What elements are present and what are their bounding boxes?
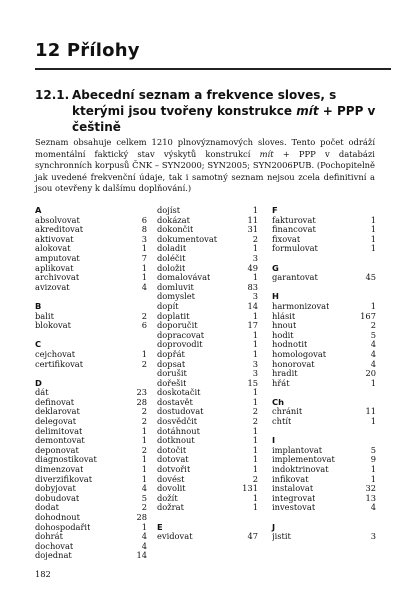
verb-frequency: 1 [252, 425, 258, 436]
verb-frequency: 1 [370, 473, 376, 484]
verb-entry [272, 244, 376, 254]
verb-entry [35, 532, 147, 542]
verb-entry [157, 244, 258, 254]
verb-frequency: 28 [136, 396, 147, 407]
verb-frequency: 4 [141, 281, 147, 292]
verb-frequency: 3 [370, 531, 376, 542]
letter-heading: F [272, 205, 278, 215]
verb-frequency: 1 [141, 435, 147, 446]
verb-frequency: 1 [370, 224, 376, 235]
page-number: 182 [35, 569, 51, 579]
verb-entry [272, 494, 376, 504]
verb-word: fixovat [272, 234, 301, 244]
verb-word: doložit [157, 263, 186, 273]
verb-entry [157, 235, 258, 245]
verb-entry [35, 551, 147, 561]
verb-entry [157, 216, 258, 226]
verb-word: balit [35, 311, 54, 321]
verb-frequency: 2 [370, 320, 376, 331]
verb-word: dimenzovat [35, 465, 84, 475]
verb-word: jistit [272, 532, 291, 542]
verb-word: indoktrinovat [272, 465, 329, 475]
intro-italic: mít [259, 148, 274, 159]
verb-entry [35, 446, 147, 456]
verb-frequency: 1 [141, 272, 147, 283]
verb-frequency: 1 [370, 233, 376, 244]
verb-frequency: 1 [252, 329, 258, 340]
verb-word: honorovat [272, 359, 315, 369]
verb-entry [35, 254, 147, 264]
verb-frequency: 1 [141, 464, 147, 475]
verb-frequency: 1 [141, 473, 147, 484]
verb-entry [35, 484, 147, 494]
section-number: 12.1. [35, 88, 70, 102]
verb-word: hradit [272, 369, 298, 379]
verb-word: domyslet [157, 292, 196, 302]
verb-entry [272, 407, 376, 417]
verb-word: dotvořit [157, 465, 191, 475]
verb-entry [35, 455, 147, 465]
verb-frequency: 13 [365, 492, 376, 503]
verb-frequency: 6 [141, 214, 147, 225]
verb-word: dostavět [157, 397, 193, 407]
verb-frequency: 3 [141, 233, 147, 244]
verb-frequency: 6 [141, 320, 147, 331]
verb-entry [157, 503, 258, 513]
verb-entry [157, 455, 258, 465]
verb-word: dožít [157, 493, 178, 503]
verb-word: dobyjovat [35, 484, 76, 494]
verb-frequency: 49 [247, 262, 258, 273]
verb-word: dožrat [157, 503, 184, 513]
verb-frequency: 1 [252, 444, 258, 455]
verb-word: demontovat [35, 436, 85, 446]
verb-entry [157, 484, 258, 494]
verb-word: infikovat [272, 474, 309, 484]
verb-entry [35, 225, 147, 235]
verb-frequency: 2 [141, 502, 147, 513]
verb-entry [157, 292, 258, 302]
verb-word: domalovávat [157, 273, 211, 283]
verb-word: implantovat [272, 445, 323, 455]
verb-column-1 [35, 206, 147, 561]
verb-entry [35, 503, 147, 513]
verb-column-3 [272, 206, 376, 542]
verb-frequency: 45 [365, 272, 376, 283]
verb-entry [35, 513, 147, 523]
letter-heading: D [35, 377, 42, 388]
intro-part1: Seznam obsahuje celkem 1210 plnovýznamových sloves. Tento počet odráží momentální faktický stav výskytů konstrukcí [35, 137, 375, 159]
verb-word: dohrát [35, 532, 63, 542]
verb-word: deklarovat [35, 407, 80, 417]
list-gap [272, 513, 376, 523]
verb-entry [35, 417, 147, 427]
verb-word: evidovat [157, 532, 193, 542]
verb-frequency: 2 [252, 473, 258, 484]
verb-frequency: 28 [136, 512, 147, 522]
list-gap [35, 292, 147, 302]
verb-entry [157, 388, 258, 398]
verb-word: dát [35, 388, 49, 398]
verb-frequency: 1 [370, 214, 376, 225]
verb-entry [35, 312, 147, 322]
verb-entry [272, 465, 376, 475]
intro-paragraph [35, 137, 375, 195]
verb-entry [157, 254, 258, 264]
verb-word: harmonizovat [272, 301, 330, 311]
section-title-part2: + PPP v češtině [72, 104, 376, 134]
verb-word: doladit [157, 244, 187, 254]
verb-frequency: 23 [136, 387, 147, 398]
verb-word: diagnostikovat [35, 455, 97, 465]
verb-word: dopsat [157, 359, 186, 369]
verb-entry [272, 369, 376, 379]
verb-entry [157, 369, 258, 379]
verb-entry [272, 350, 376, 360]
verb-word: dotočit [157, 445, 187, 455]
verb-entry [272, 321, 376, 331]
letter-heading: Ch [272, 396, 284, 407]
verb-entry [35, 321, 147, 331]
letter-heading: A [35, 205, 42, 215]
verb-entry [272, 475, 376, 485]
verb-entry [272, 360, 376, 370]
verb-word: hřát [272, 378, 290, 388]
verb-entry [272, 340, 376, 350]
verb-frequency: 1 [141, 425, 147, 436]
verb-word: hodit [272, 330, 294, 340]
verb-entry [157, 436, 258, 446]
verb-word: instalovat [272, 484, 314, 494]
verb-frequency: 1 [252, 492, 258, 503]
verb-frequency: 9 [370, 454, 376, 465]
verb-entry [157, 283, 258, 293]
verb-entry [157, 340, 258, 350]
letter-heading: H [272, 291, 279, 302]
verb-word: dotknout [157, 436, 195, 446]
verb-word: hodnotit [272, 340, 308, 350]
verb-word: dorušit [157, 369, 187, 379]
verb-word: dovolit [157, 484, 186, 494]
verb-entry [272, 417, 376, 427]
verb-word: domluvit [157, 282, 194, 292]
verb-entry [157, 331, 258, 341]
verb-word: dopít [157, 301, 179, 311]
verb-entry [35, 427, 147, 437]
verb-frequency: 1 [252, 243, 258, 254]
verb-entry [272, 484, 376, 494]
verb-frequency: 1 [370, 243, 376, 254]
verb-frequency: 1 [141, 243, 147, 254]
verb-word: garantovat [272, 273, 318, 283]
verb-entry [157, 264, 258, 274]
verb-entry [272, 273, 376, 283]
verb-entry [272, 455, 376, 465]
verb-frequency: 2 [252, 406, 258, 417]
verb-word: dotáhnout [157, 426, 200, 436]
verb-frequency: 5 [141, 492, 147, 503]
chapter-title: 12 Přílohy [35, 40, 140, 61]
list-gap [272, 283, 376, 293]
verb-entry [35, 494, 147, 504]
list-gap [35, 369, 147, 379]
verb-frequency: 1 [370, 464, 376, 475]
verb-frequency: 4 [141, 483, 147, 494]
verb-word: hnout [272, 321, 297, 331]
list-gap [272, 388, 376, 398]
verb-word: blokovat [35, 321, 71, 331]
verb-word: dojednat [35, 551, 72, 561]
verb-word: dochovat [35, 541, 74, 551]
verb-entry [272, 225, 376, 235]
verb-entry [157, 225, 258, 235]
verb-frequency: 14 [136, 550, 147, 561]
verb-entry [35, 216, 147, 226]
list-gap [272, 254, 376, 264]
verb-frequency: 47 [247, 531, 258, 542]
list-gap [35, 331, 147, 341]
verb-entry [272, 503, 376, 513]
verb-word: hlásit [272, 311, 296, 321]
verb-word: dokumentovat [157, 234, 218, 244]
verb-entry [35, 523, 147, 533]
list-gap [272, 427, 376, 437]
verb-word: akreditovat [35, 225, 84, 235]
verb-entry [157, 273, 258, 283]
verb-frequency: 8 [141, 224, 147, 235]
verb-frequency: 3 [252, 368, 258, 379]
verb-word: dopracovat [157, 330, 205, 340]
verb-word: investovat [272, 503, 316, 513]
verb-frequency: 1 [141, 262, 147, 273]
verb-frequency: 1 [370, 416, 376, 427]
verb-word: cejchovat [35, 349, 76, 359]
verb-frequency: 17 [247, 320, 258, 331]
section-title-italic: mít [296, 104, 319, 118]
verb-word: integrovat [272, 493, 316, 503]
verb-frequency: 83 [247, 281, 258, 292]
verb-frequency: 15 [247, 377, 258, 388]
verb-frequency: 167 [360, 310, 376, 321]
verb-entry [272, 446, 376, 456]
verb-entry [35, 235, 147, 245]
verb-entry [157, 398, 258, 408]
verb-frequency: 11 [247, 214, 258, 225]
verb-frequency: 1 [252, 464, 258, 475]
verb-entry [35, 398, 147, 408]
verb-frequency: 2 [141, 358, 147, 369]
verb-word: dobudovat [35, 493, 80, 503]
verb-frequency: 2 [141, 406, 147, 417]
verb-entry [157, 350, 258, 360]
verb-word: formulovat [272, 244, 318, 254]
letter-heading: B [35, 300, 42, 311]
verb-word: amputovat [35, 253, 80, 263]
verb-entry [35, 388, 147, 398]
verb-word: doskotačit [157, 388, 201, 398]
verb-word: certifikovat [35, 359, 84, 369]
verb-frequency: 4 [370, 348, 376, 359]
verb-frequency: 4 [370, 339, 376, 350]
verb-word: dokázat [157, 215, 190, 225]
verb-entry [272, 331, 376, 341]
verb-entry [157, 427, 258, 437]
verb-frequency: 1 [252, 205, 258, 215]
verb-entry [157, 206, 258, 216]
letter-heading: I [272, 435, 276, 446]
verb-entry [157, 379, 258, 389]
verb-word: homologovat [272, 349, 327, 359]
verb-entry [35, 436, 147, 446]
verb-entry [157, 417, 258, 427]
verb-frequency: 2 [141, 444, 147, 455]
section-title-part1: Abecední seznam a frekvence sloves, s kterými jsou tvořeny konstrukce [72, 88, 337, 118]
verb-word: dotovat [157, 455, 189, 465]
section-heading [35, 87, 380, 135]
verb-entry [35, 542, 147, 552]
verb-entry [272, 532, 376, 542]
verb-word: alokovat [35, 244, 71, 254]
verb-word: aktivovat [35, 234, 74, 244]
verb-word: financovat [272, 225, 316, 235]
verb-frequency: 1 [370, 300, 376, 311]
verb-entry [157, 494, 258, 504]
verb-frequency: 3 [252, 252, 258, 263]
verb-word: dodat [35, 503, 59, 513]
verb-word: dovést [157, 474, 185, 484]
verb-frequency: 1 [252, 502, 258, 513]
verb-entry [157, 302, 258, 312]
verb-frequency: 5 [370, 329, 376, 340]
verb-entry [157, 532, 258, 542]
verb-frequency: 11 [365, 406, 376, 417]
verb-word: dohodnout [35, 513, 80, 522]
verb-word: diverzifikovat [35, 474, 93, 484]
verb-frequency: 2 [141, 416, 147, 427]
verb-entry [35, 350, 147, 360]
verb-frequency: 32 [365, 483, 376, 494]
verb-entry [157, 360, 258, 370]
verb-word: archivovat [35, 273, 80, 283]
verb-column-2 [157, 206, 258, 542]
verb-entry [157, 446, 258, 456]
verb-entry [272, 312, 376, 322]
verb-frequency: 20 [365, 368, 376, 379]
verb-word: avizovat [35, 282, 70, 292]
verb-frequency: 5 [370, 444, 376, 455]
verb-word: dohospodařit [35, 522, 91, 532]
verb-word: dostudovat [157, 407, 204, 417]
verb-entry [272, 379, 376, 389]
verb-frequency: 1 [252, 435, 258, 446]
verb-frequency: 1 [252, 272, 258, 283]
verb-frequency: 131 [242, 483, 258, 494]
letter-heading: E [157, 521, 163, 532]
verb-frequency: 1 [252, 387, 258, 398]
section-title [72, 87, 380, 135]
verb-entry [35, 244, 147, 254]
verb-frequency: 1 [141, 348, 147, 359]
verb-word: doporučit [157, 321, 198, 331]
verb-entry [157, 312, 258, 322]
letter-heading: C [35, 339, 42, 350]
verb-word: implementovat [272, 455, 335, 465]
intro-part2: + PPP v databázi synchronních korpusů ČNK – SYN2000; SYN2005; SYN2006PUB. (Pochopitelně jak uvedené frekvenční údaje, tak i samotný seznam nejsou zcela definitivní a jsou otevřeny k dalšímu doplňování.) [35, 148, 375, 194]
verb-word: deponovat [35, 445, 79, 455]
title-rule [35, 68, 391, 70]
verb-word: fakturovat [272, 215, 316, 225]
verb-entry [157, 465, 258, 475]
verb-frequency: 3 [252, 291, 258, 302]
verb-word: delimitovat [35, 426, 83, 436]
verb-word: dořešit [157, 378, 187, 388]
list-gap [157, 513, 258, 523]
verb-word: dosvědčit [157, 417, 198, 427]
verb-frequency: 4 [141, 531, 147, 542]
verb-word: doléčit [157, 253, 186, 263]
verb-entry [35, 283, 147, 293]
verb-word: aplikovat [35, 263, 74, 273]
verb-frequency: 1 [252, 339, 258, 350]
verb-entry [272, 235, 376, 245]
verb-frequency: 1 [252, 454, 258, 465]
verb-entry [35, 264, 147, 274]
verb-frequency: 4 [370, 358, 376, 369]
verb-word: dokončit [157, 225, 194, 235]
verb-word: doplatit [157, 311, 190, 321]
verb-frequency: 4 [370, 502, 376, 513]
verb-word: dopřát [157, 349, 185, 359]
verb-entry [35, 273, 147, 283]
letter-heading: G [272, 262, 279, 273]
verb-word: definovat [35, 397, 75, 407]
verb-frequency: 2 [141, 310, 147, 321]
verb-frequency: 7 [141, 252, 147, 263]
verb-entry [35, 465, 147, 475]
verb-frequency: 2 [252, 416, 258, 427]
verb-frequency: 31 [247, 224, 258, 235]
verb-frequency: 1 [252, 348, 258, 359]
verb-entry [35, 407, 147, 417]
verb-entry [157, 407, 258, 417]
verb-frequency: 1 [141, 454, 147, 465]
verb-word: chránit [272, 407, 303, 417]
verb-frequency: 4 [141, 540, 147, 551]
verb-entry [272, 216, 376, 226]
verb-entry [157, 321, 258, 331]
verb-word: doprovodit [157, 340, 203, 350]
verb-frequency: 1 [252, 396, 258, 407]
verb-frequency: 1 [370, 377, 376, 388]
verb-word: dojíst [157, 206, 181, 215]
verb-word: absolvovat [35, 215, 80, 225]
letter-heading: J [272, 521, 276, 532]
verb-frequency: 14 [247, 300, 258, 311]
verb-frequency: 1 [252, 310, 258, 321]
verb-entry [35, 360, 147, 370]
verb-frequency: 2 [252, 233, 258, 244]
verb-entry [35, 475, 147, 485]
verb-word: chtít [272, 417, 292, 427]
verb-frequency: 1 [141, 521, 147, 532]
verb-word: delegovat [35, 417, 77, 427]
verb-frequency: 3 [252, 358, 258, 369]
